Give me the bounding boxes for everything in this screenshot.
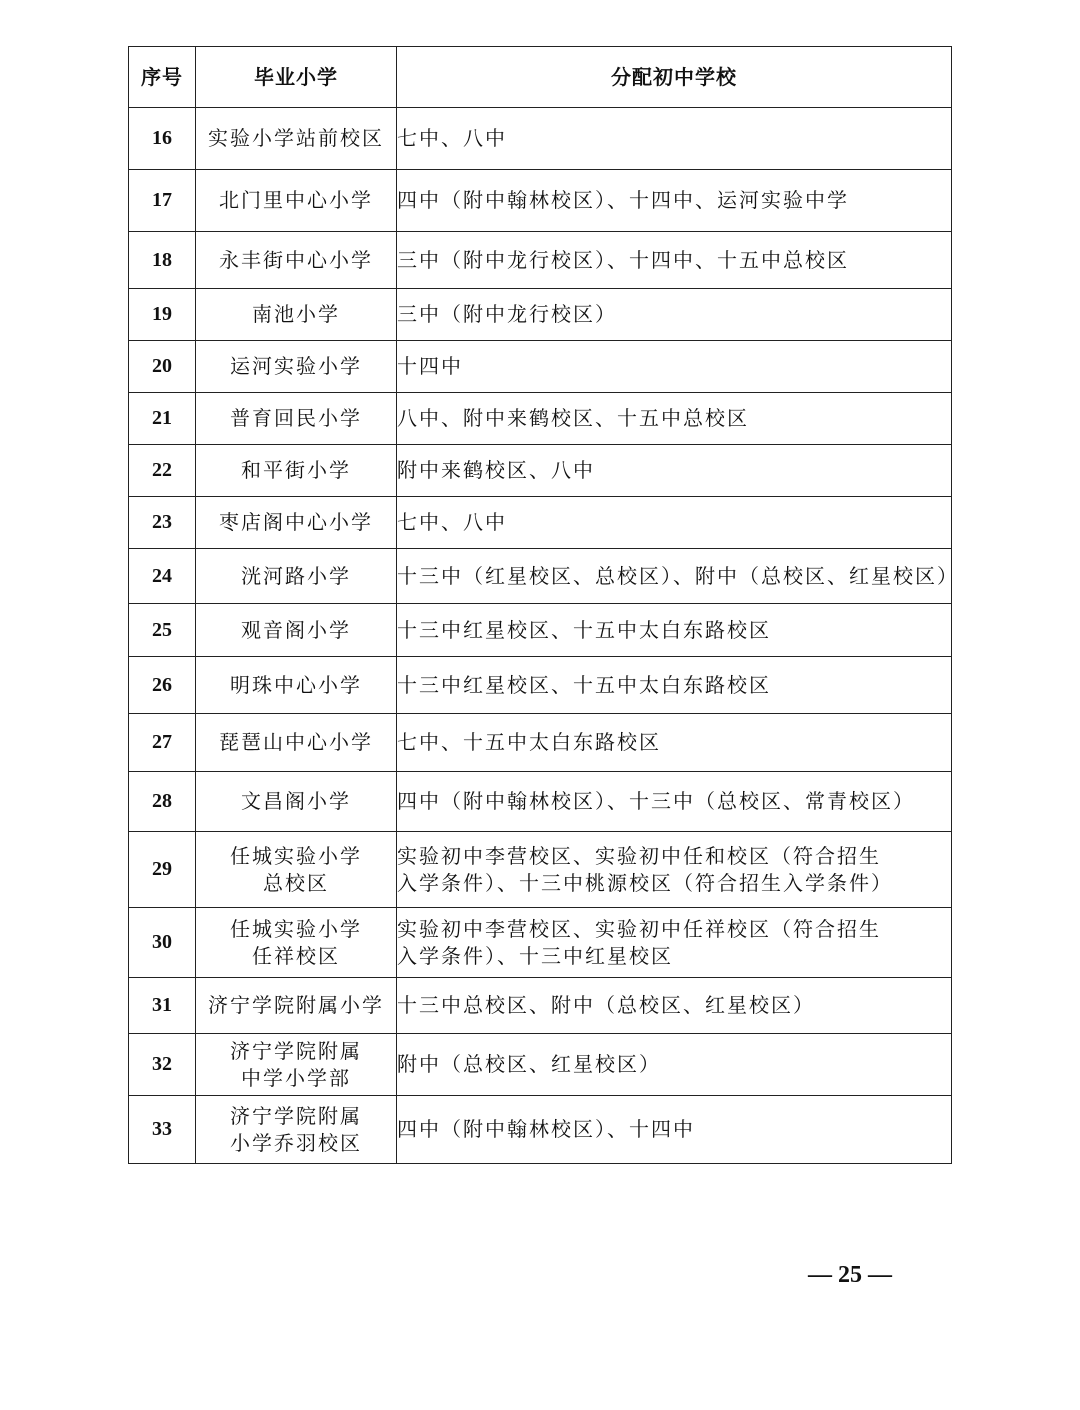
row-assigned-schools: 七中、八中: [397, 497, 952, 549]
row-assigned-schools: 十三中红星校区、十五中太白东路校区: [397, 604, 952, 657]
page-number: — 25 —: [808, 1262, 892, 1288]
header-primary-school: 毕业小学: [196, 47, 397, 108]
table-header-row: [129, 47, 952, 108]
row-primary-school: 北门里中心小学: [196, 170, 397, 232]
row-assigned-schools: 四中（附中翰林校区）、十三中（总校区、常青校区）: [397, 772, 952, 832]
row-primary-school: 运河实验小学: [196, 341, 397, 393]
row-assigned-schools: 七中、八中: [397, 108, 952, 170]
row-primary-school: 普育回民小学: [196, 393, 397, 445]
header-assigned-middle-school: 分配初中学校: [397, 47, 952, 108]
row-primary-school: 实验小学站前校区: [196, 108, 397, 170]
row-assigned-schools: 四中（附中翰林校区）、十四中、运河实验中学: [397, 170, 952, 232]
row-primary-school: 文昌阁小学: [196, 772, 397, 832]
table-row: [129, 341, 952, 393]
table-row: [129, 393, 952, 445]
row-serial-number: 22: [129, 445, 196, 497]
row-serial-number: 19: [129, 289, 196, 341]
row-primary-school: 任城实验小学 总校区: [196, 832, 397, 908]
row-assigned-schools: 十四中: [397, 341, 952, 393]
table-row: [129, 832, 952, 908]
table-body: [129, 108, 959, 1164]
row-serial-number: 26: [129, 657, 196, 714]
row-serial-number: 32: [129, 1034, 196, 1096]
row-serial-number: 23: [129, 497, 196, 549]
row-primary-school: 任城实验小学 任祥校区: [196, 908, 397, 978]
table-row: [129, 908, 952, 978]
row-serial-number: 25: [129, 604, 196, 657]
row-assigned-schools: 八中、附中来鹤校区、十五中总校区: [397, 393, 952, 445]
table-row: [129, 978, 952, 1034]
row-assigned-schools: 四中（附中翰林校区）、十四中: [397, 1096, 952, 1164]
table-row: [129, 549, 952, 604]
row-primary-school: 琵琶山中心小学: [196, 714, 397, 772]
row-serial-number: 17: [129, 170, 196, 232]
table-row: [129, 714, 952, 772]
row-primary-school: 明珠中心小学: [196, 657, 397, 714]
row-primary-school: 观音阁小学: [196, 604, 397, 657]
row-serial-number: 24: [129, 549, 196, 604]
table-row: [129, 1096, 952, 1164]
row-serial-number: 29: [129, 832, 196, 908]
row-assigned-schools: 实验初中李营校区、实验初中任祥校区（符合招生 入学条件）、十三中红星校区: [397, 908, 952, 978]
table-row: [129, 772, 952, 832]
table-row: [129, 657, 952, 714]
row-assigned-schools: 七中、十五中太白东路校区: [397, 714, 952, 772]
row-serial-number: 16: [129, 108, 196, 170]
row-serial-number: 28: [129, 772, 196, 832]
table-row: [129, 445, 952, 497]
row-assigned-schools: 十三中总校区、附中（总校区、红星校区）: [397, 978, 952, 1034]
table-row: [129, 289, 952, 341]
row-primary-school: 济宁学院附属 中学小学部: [196, 1034, 397, 1096]
row-primary-school: 枣店阁中心小学: [196, 497, 397, 549]
row-assigned-schools: 实验初中李营校区、实验初中任和校区（符合招生 入学条件）、十三中桃源校区（符合招生入学条件）: [397, 832, 952, 908]
row-serial-number: 30: [129, 908, 196, 978]
table-row: [129, 170, 952, 232]
table-row: [129, 604, 952, 657]
row-assigned-schools: 附中（总校区、红星校区）: [397, 1034, 952, 1096]
table-row: [129, 108, 952, 170]
row-serial-number: 20: [129, 341, 196, 393]
row-serial-number: 33: [129, 1096, 196, 1164]
row-primary-school: 和平街小学: [196, 445, 397, 497]
row-assigned-schools: 十三中（红星校区、总校区）、附中（总校区、红星校区）: [397, 549, 952, 604]
row-serial-number: 27: [129, 714, 196, 772]
header-serial: 序号: [129, 47, 196, 108]
row-assigned-schools: 附中来鹤校区、八中: [397, 445, 952, 497]
allocation-table: [128, 46, 959, 1164]
row-assigned-schools: 十三中红星校区、十五中太白东路校区: [397, 657, 952, 714]
row-assigned-schools: 三中（附中龙行校区）: [397, 289, 952, 341]
row-primary-school: 济宁学院附属 小学乔羽校区: [196, 1096, 397, 1164]
row-primary-school: 永丰街中心小学: [196, 232, 397, 289]
row-serial-number: 21: [129, 393, 196, 445]
table-row: [129, 1034, 952, 1096]
row-primary-school: 南池小学: [196, 289, 397, 341]
row-assigned-schools: 三中（附中龙行校区）、十四中、十五中总校区: [397, 232, 952, 289]
row-primary-school: 济宁学院附属小学: [196, 978, 397, 1034]
row-serial-number: 18: [129, 232, 196, 289]
table-row: [129, 232, 952, 289]
row-primary-school: 洸河路小学: [196, 549, 397, 604]
table-row: [129, 497, 952, 549]
row-serial-number: 31: [129, 978, 196, 1034]
